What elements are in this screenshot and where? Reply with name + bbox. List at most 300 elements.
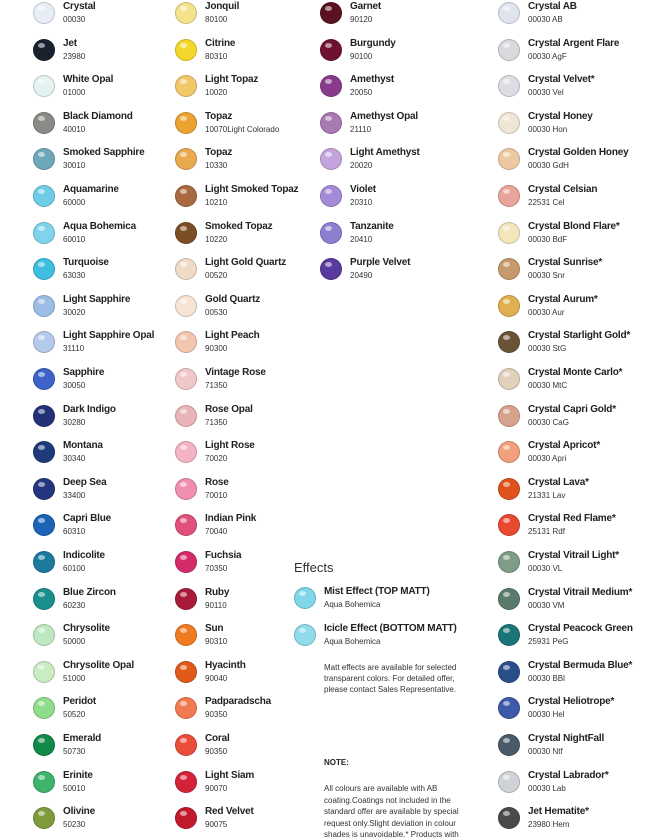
swatch-code: 00030 Hon <box>528 124 568 134</box>
swatch-code: 70350 <box>205 564 228 573</box>
swatch-code: 20020 <box>350 161 373 171</box>
crystal-stone-icon <box>498 222 520 244</box>
swatch-name: Jonquil <box>205 1 240 12</box>
swatch-item <box>33 734 183 764</box>
swatch-name: Crystal Honey <box>528 110 593 122</box>
swatch-code: 90310 <box>205 637 228 647</box>
swatch-name: Light Siam <box>205 769 255 781</box>
swatch-code: 00030 BdF <box>528 234 568 244</box>
swatch-code: 60000 <box>63 198 86 207</box>
crystal-stone-icon <box>320 75 342 97</box>
swatch-name: Indicolite <box>63 550 105 561</box>
swatch-name: White Opal <box>63 74 114 86</box>
swatch-code: 71350 <box>205 417 228 427</box>
swatch-name: Light Smoked Topaz <box>205 184 299 195</box>
crystal-stone-icon <box>33 258 55 280</box>
crystal-stone-icon <box>175 478 197 500</box>
crystal-stone-icon <box>498 185 520 207</box>
swatch-item <box>320 2 470 32</box>
swatch-name: Olivine <box>63 806 95 818</box>
swatch-code: 50730 <box>63 747 86 756</box>
swatch-item <box>33 295 183 325</box>
crystal-stone-icon <box>175 807 197 829</box>
swatch-name: Amethyst <box>350 74 394 86</box>
crystal-stone-icon <box>33 734 55 756</box>
swatch-item <box>498 222 648 252</box>
swatch-item <box>498 331 648 361</box>
swatch-item <box>33 405 183 435</box>
crystal-stone-icon <box>175 2 197 24</box>
swatch-item <box>175 661 325 691</box>
swatch-code: 00530 <box>205 307 228 317</box>
crystal-stone-icon <box>175 185 197 207</box>
swatch-name: Light Rose <box>205 440 255 452</box>
swatch-code: 10220 <box>205 234 228 244</box>
swatch-item <box>320 75 470 105</box>
swatch-item <box>498 185 648 215</box>
swatch-name: Citrine <box>205 37 236 49</box>
swatch-name: Light Peach <box>205 330 260 342</box>
swatch-item <box>175 734 325 764</box>
swatch-name: Crystal Starlight Gold* <box>528 330 631 342</box>
swatch-code: 00030 Apri <box>528 454 567 464</box>
crystal-stone-icon <box>175 405 197 427</box>
swatch-item <box>175 771 325 801</box>
swatch-item <box>33 75 183 105</box>
crystal-stone-icon <box>498 514 520 536</box>
swatch-code: 20050 <box>350 88 373 98</box>
swatch-code: 90300 <box>205 344 228 354</box>
swatch-item <box>33 807 183 837</box>
swatch-name: Indian Pink <box>205 513 257 525</box>
crystal-stone-icon <box>175 148 197 170</box>
swatch-item <box>498 39 648 69</box>
swatch-item <box>498 514 648 544</box>
crystal-stone-icon <box>498 624 520 646</box>
swatch-name: Crystal Blond Flare* <box>528 220 620 232</box>
swatch-name: Purple Velvet <box>350 257 411 269</box>
swatch-item <box>175 222 325 252</box>
swatch-item <box>498 661 648 691</box>
swatch-name: Crystal Bermuda Blue* <box>528 659 633 671</box>
swatch-item <box>175 441 325 471</box>
crystal-stone-icon <box>320 2 342 24</box>
crystal-stone-icon <box>33 771 55 793</box>
swatch-name: Chrysolite <box>63 623 110 635</box>
swatch-code: 30050 <box>63 381 86 390</box>
swatch-item <box>33 112 183 142</box>
crystal-stone-icon <box>33 661 55 683</box>
crystal-stone-icon <box>175 39 197 61</box>
swatch-item <box>320 148 470 178</box>
swatch-item <box>498 112 648 142</box>
swatch-item <box>498 441 648 471</box>
swatch-name: Crystal Vitrail Medium* <box>528 586 633 598</box>
effect-code: Aqua Bohemica <box>324 637 381 646</box>
crystal-stone-icon <box>498 734 520 756</box>
swatch-name: Chrysolite Opal <box>63 659 134 671</box>
swatch-code: 71350 <box>205 381 228 390</box>
swatch-code: 51000 <box>63 673 86 683</box>
crystal-stone-icon <box>320 39 342 61</box>
swatch-code: 10210 <box>205 198 228 207</box>
swatch-item <box>320 222 470 252</box>
swatch-name: Light Amethyst <box>350 147 420 159</box>
swatch-item <box>498 551 648 581</box>
crystal-stone-icon <box>498 258 520 280</box>
crystal-stone-icon <box>498 295 520 317</box>
swatch-name: Crystal Lava* <box>528 476 589 488</box>
swatch-item <box>33 39 183 69</box>
swatch-code: 00030 MtC <box>528 381 568 390</box>
swatch-item <box>498 405 648 435</box>
swatch-name: Coral <box>205 733 230 744</box>
crystal-stone-icon <box>33 551 55 573</box>
swatch-item <box>33 771 183 801</box>
swatch-code: 21331 Lav <box>528 490 566 500</box>
swatch-code: 00030 <box>63 15 86 24</box>
swatch-name: Crystal Monte Carlo* <box>528 367 623 378</box>
swatch-code: 20310 <box>350 198 373 207</box>
swatch-item <box>175 39 325 69</box>
crystal-stone-icon <box>320 112 342 134</box>
swatch-item <box>33 331 183 361</box>
swatch-item <box>175 331 325 361</box>
swatch-code: 20490 <box>350 271 373 281</box>
crystal-stone-icon <box>498 588 520 610</box>
swatch-name: Vintage Rose <box>205 367 266 378</box>
crystal-stone-icon <box>498 39 520 61</box>
crystal-stone-icon <box>498 112 520 134</box>
swatch-code: 00030 StG <box>528 344 567 354</box>
swatch-code: 30010 <box>63 161 86 171</box>
swatch-name: Light Sapphire Opal <box>63 330 155 342</box>
swatch-name: Crystal Apricot* <box>528 440 601 452</box>
swatch-name: Padparadscha <box>205 696 271 708</box>
crystal-stone-icon <box>33 2 55 24</box>
swatch-name: Smoked Sapphire <box>63 147 145 159</box>
swatch-name: Light Gold Quartz <box>205 257 287 269</box>
swatch-name: Sapphire <box>63 367 105 378</box>
crystal-stone-icon <box>33 39 55 61</box>
crystal-stone-icon <box>175 551 197 573</box>
crystal-stone-icon <box>33 514 55 536</box>
swatch-code: 00030 Hel <box>528 710 565 720</box>
swatch-code: 70010 <box>205 490 228 500</box>
swatch-item <box>320 39 470 69</box>
effect-name: Mist Effect (TOP MATT) <box>324 586 430 597</box>
swatch-code: 70020 <box>205 454 228 464</box>
crystal-stone-icon <box>33 588 55 610</box>
swatch-code: 63030 <box>63 271 86 281</box>
crystal-stone-icon <box>320 222 342 244</box>
swatch-code: 10020 <box>205 88 228 98</box>
swatch-name: Crystal Peacock Green <box>528 623 633 635</box>
swatch-item <box>33 697 183 727</box>
crystal-stone-icon <box>33 478 55 500</box>
swatch-name: Gold Quartz <box>205 293 261 305</box>
swatch-name: Crystal Argent Flare <box>528 37 620 49</box>
swatch-name: Topaz <box>205 110 233 122</box>
swatch-item <box>33 551 183 581</box>
swatch-item <box>175 75 325 105</box>
swatch-name: Crystal <box>63 1 96 12</box>
crystal-stone-icon <box>33 112 55 134</box>
swatch-name: Crystal Celsian <box>528 184 598 195</box>
crystal-stone-icon <box>33 441 55 463</box>
crystal-stone-icon <box>33 222 55 244</box>
crystal-stone-icon <box>175 734 197 756</box>
crystal-stone-icon <box>320 258 342 280</box>
crystal-stone-icon <box>498 551 520 573</box>
swatch-code: 50520 <box>63 710 86 720</box>
swatch-code: 10070Light Colorado <box>205 124 280 134</box>
swatch-item <box>175 295 325 325</box>
swatch-item <box>33 222 183 252</box>
swatch-name: Burgundy <box>350 37 396 49</box>
crystal-stone-icon <box>33 697 55 719</box>
swatch-name: Crystal NightFall <box>528 733 605 744</box>
swatch-code: 00030 Vel <box>528 88 564 98</box>
crystal-stone-icon <box>498 331 520 353</box>
crystal-stone-icon <box>175 222 197 244</box>
swatch-code: 90040 <box>205 673 228 683</box>
effects-title: Effects <box>294 560 334 575</box>
swatch-name: Aquamarine <box>63 184 119 195</box>
crystal-stone-icon <box>175 258 197 280</box>
swatch-name: Black Diamond <box>63 110 133 122</box>
crystal-stone-icon <box>175 624 197 646</box>
swatch-code: 33400 <box>63 490 86 500</box>
crystal-stone-icon <box>498 405 520 427</box>
effect-code: Aqua Bohemica <box>324 600 381 609</box>
crystal-stone-icon <box>175 588 197 610</box>
swatch-item <box>175 697 325 727</box>
swatch-code: 00030 VM <box>528 600 565 610</box>
swatch-name: Crystal Sunrise* <box>528 257 603 269</box>
crystal-stone-icon <box>175 771 197 793</box>
swatch-item <box>498 807 648 837</box>
swatch-name: Aqua Bohemica <box>63 220 136 232</box>
mist-effect-stone-icon <box>294 587 316 609</box>
swatch-code: 90110 <box>205 600 227 610</box>
swatch-name: Ruby <box>205 586 230 598</box>
swatch-name: Peridot <box>63 696 97 708</box>
crystal-stone-icon <box>175 112 197 134</box>
crystal-stone-icon <box>33 75 55 97</box>
swatch-item <box>33 368 183 398</box>
crystal-stone-icon <box>498 368 520 390</box>
swatch-code: 70040 <box>205 527 228 537</box>
swatch-item <box>175 514 325 544</box>
swatch-item <box>498 258 648 288</box>
swatch-code: 50010 <box>63 783 86 793</box>
swatch-code: 80100 <box>205 15 228 24</box>
crystal-stone-icon <box>498 807 520 829</box>
swatch-name: Montana <box>63 440 103 452</box>
swatch-name: Crystal Vitrail Light* <box>528 550 619 561</box>
swatch-code: 00030 CaG <box>528 417 569 427</box>
swatch-code: 00030 Lab <box>528 783 566 793</box>
swatch-item <box>175 185 325 215</box>
swatch-name: Violet <box>350 184 376 195</box>
swatch-name: Crystal Labrador* <box>528 769 609 781</box>
swatch-code: 00030 Aur <box>528 307 565 317</box>
swatch-name: Garnet <box>350 1 382 12</box>
crystal-stone-icon <box>175 661 197 683</box>
swatch-name: Emerald <box>63 733 102 744</box>
swatch-item <box>33 148 183 178</box>
crystal-stone-icon <box>33 405 55 427</box>
swatch-code: 23980 <box>63 51 86 61</box>
swatch-code: 40010 <box>63 124 86 134</box>
swatch-code: 20410 <box>350 234 373 244</box>
swatch-code: 80310 <box>205 51 228 61</box>
swatch-name: Hyacinth <box>205 659 246 671</box>
swatch-name: Light Sapphire <box>63 293 131 305</box>
crystal-stone-icon <box>498 75 520 97</box>
crystal-stone-icon <box>175 697 197 719</box>
swatch-code: 60230 <box>63 600 86 610</box>
crystal-stone-icon <box>498 661 520 683</box>
swatch-item <box>33 441 183 471</box>
swatch-item <box>175 368 325 398</box>
crystal-stone-icon <box>498 148 520 170</box>
swatch-code: 00030 VL <box>528 564 563 573</box>
swatch-code: 25131 Rdf <box>528 527 565 537</box>
crystal-stone-icon <box>498 771 520 793</box>
swatch-name: Jet Hematite* <box>528 806 589 818</box>
swatch-code: 00030 AB <box>528 15 563 24</box>
effect-item-icicle <box>294 624 474 654</box>
swatch-code: 10330 <box>205 161 228 171</box>
note-title: NOTE: <box>324 758 349 767</box>
swatch-code: 90070 <box>205 783 228 793</box>
swatch-item <box>33 624 183 654</box>
swatch-name: Crystal Red Flame* <box>528 513 616 525</box>
swatch-name: Crystal AB <box>528 1 577 12</box>
crystal-stone-icon <box>33 368 55 390</box>
matt-effects-note: Matt effects are available for selected transparent colors. For detailed offer, please contact Sales Representative. <box>324 663 457 694</box>
swatch-code: 21110 <box>350 124 372 134</box>
swatch-name: Smoked Topaz <box>205 220 273 232</box>
swatch-item <box>33 588 183 618</box>
swatch-name: Sun <box>205 623 224 635</box>
swatch-code: 00030 Snr <box>528 271 565 281</box>
swatch-name: Rose <box>205 476 229 488</box>
effect-item-mist <box>294 587 474 617</box>
swatch-name: Crystal Velvet* <box>528 74 595 86</box>
swatch-code: 25931 PeG <box>528 637 569 647</box>
swatch-name: Dark Indigo <box>63 403 116 415</box>
crystal-stone-icon <box>175 368 197 390</box>
swatch-item <box>175 807 325 837</box>
swatch-name: Turquoise <box>63 257 109 269</box>
effect-name: Icicle Effect (BOTTOM MATT) <box>324 623 457 634</box>
note-body: All colours are available with AB coating.Coatings not included in the standard offer are available by special request only.Slight deviation in colour shades is unavoidable.* Products with <box>324 784 459 838</box>
swatch-code: 23980 Hem <box>528 820 570 830</box>
icicle-effect-stone-icon <box>294 624 316 646</box>
swatch-code: 00030 AgF <box>528 51 567 61</box>
swatch-code: 00030 Ntf <box>528 747 563 756</box>
swatch-code: 30340 <box>63 454 86 464</box>
swatch-name: Crystal Capri Gold* <box>528 403 616 415</box>
crystal-stone-icon <box>33 185 55 207</box>
swatch-item <box>498 771 648 801</box>
swatch-item <box>33 478 183 508</box>
swatch-item <box>498 588 648 618</box>
swatch-name: Crystal Golden Honey <box>528 147 629 159</box>
swatch-item <box>175 405 325 435</box>
swatch-code: 00520 <box>205 271 228 281</box>
swatch-item <box>175 112 325 142</box>
swatch-name: Topaz <box>205 147 233 159</box>
swatch-code: 50000 <box>63 637 86 647</box>
swatch-name: Amethyst Opal <box>350 110 418 122</box>
crystal-stone-icon <box>175 331 197 353</box>
crystal-stone-icon <box>33 148 55 170</box>
swatch-name: Tanzanite <box>350 220 394 232</box>
swatch-name: Crystal Heliotrope* <box>528 696 615 708</box>
crystal-stone-icon <box>175 75 197 97</box>
crystal-stone-icon <box>498 2 520 24</box>
swatch-item <box>175 478 325 508</box>
swatch-code: 50230 <box>63 820 86 830</box>
swatch-item <box>33 258 183 288</box>
swatch-name: Light Topaz <box>205 74 259 86</box>
swatch-code: 30020 <box>63 307 86 317</box>
swatch-item <box>498 295 648 325</box>
swatch-item <box>320 112 470 142</box>
crystal-stone-icon <box>320 148 342 170</box>
swatch-name: Rose Opal <box>205 403 253 415</box>
swatch-name: Deep Sea <box>63 476 107 488</box>
swatch-code: 22531 Cel <box>528 198 565 207</box>
swatch-item <box>320 258 470 288</box>
swatch-item <box>498 624 648 654</box>
swatch-item <box>498 734 648 764</box>
swatch-item <box>33 185 183 215</box>
swatch-name: Crystal Aurum* <box>528 293 598 305</box>
swatch-item <box>33 2 183 32</box>
swatch-item <box>33 514 183 544</box>
swatch-code: 00030 BBl <box>528 673 565 683</box>
swatch-name: Red Velvet <box>205 806 254 818</box>
crystal-stone-icon <box>320 185 342 207</box>
swatch-name: Fuchsia <box>205 550 242 561</box>
swatch-code: 90120 <box>350 15 373 24</box>
swatch-item <box>498 148 648 178</box>
swatch-item <box>175 2 325 32</box>
swatch-item <box>498 697 648 727</box>
crystal-stone-icon <box>498 478 520 500</box>
swatch-item <box>175 148 325 178</box>
swatch-code: 60010 <box>63 234 86 244</box>
swatch-code: 60310 <box>63 527 86 537</box>
crystal-stone-icon <box>33 624 55 646</box>
swatch-item <box>320 185 470 215</box>
crystal-stone-icon <box>33 331 55 353</box>
swatch-code: 31110 <box>63 344 85 354</box>
swatch-code: 00030 GdH <box>528 161 569 171</box>
crystal-stone-icon <box>175 441 197 463</box>
swatch-name: Blue Zircon <box>63 586 116 598</box>
swatch-name: Jet <box>63 37 77 49</box>
swatch-name: Erinite <box>63 769 93 781</box>
swatch-item <box>498 478 648 508</box>
swatch-code: 90075 <box>205 820 228 830</box>
crystal-stone-icon <box>498 441 520 463</box>
